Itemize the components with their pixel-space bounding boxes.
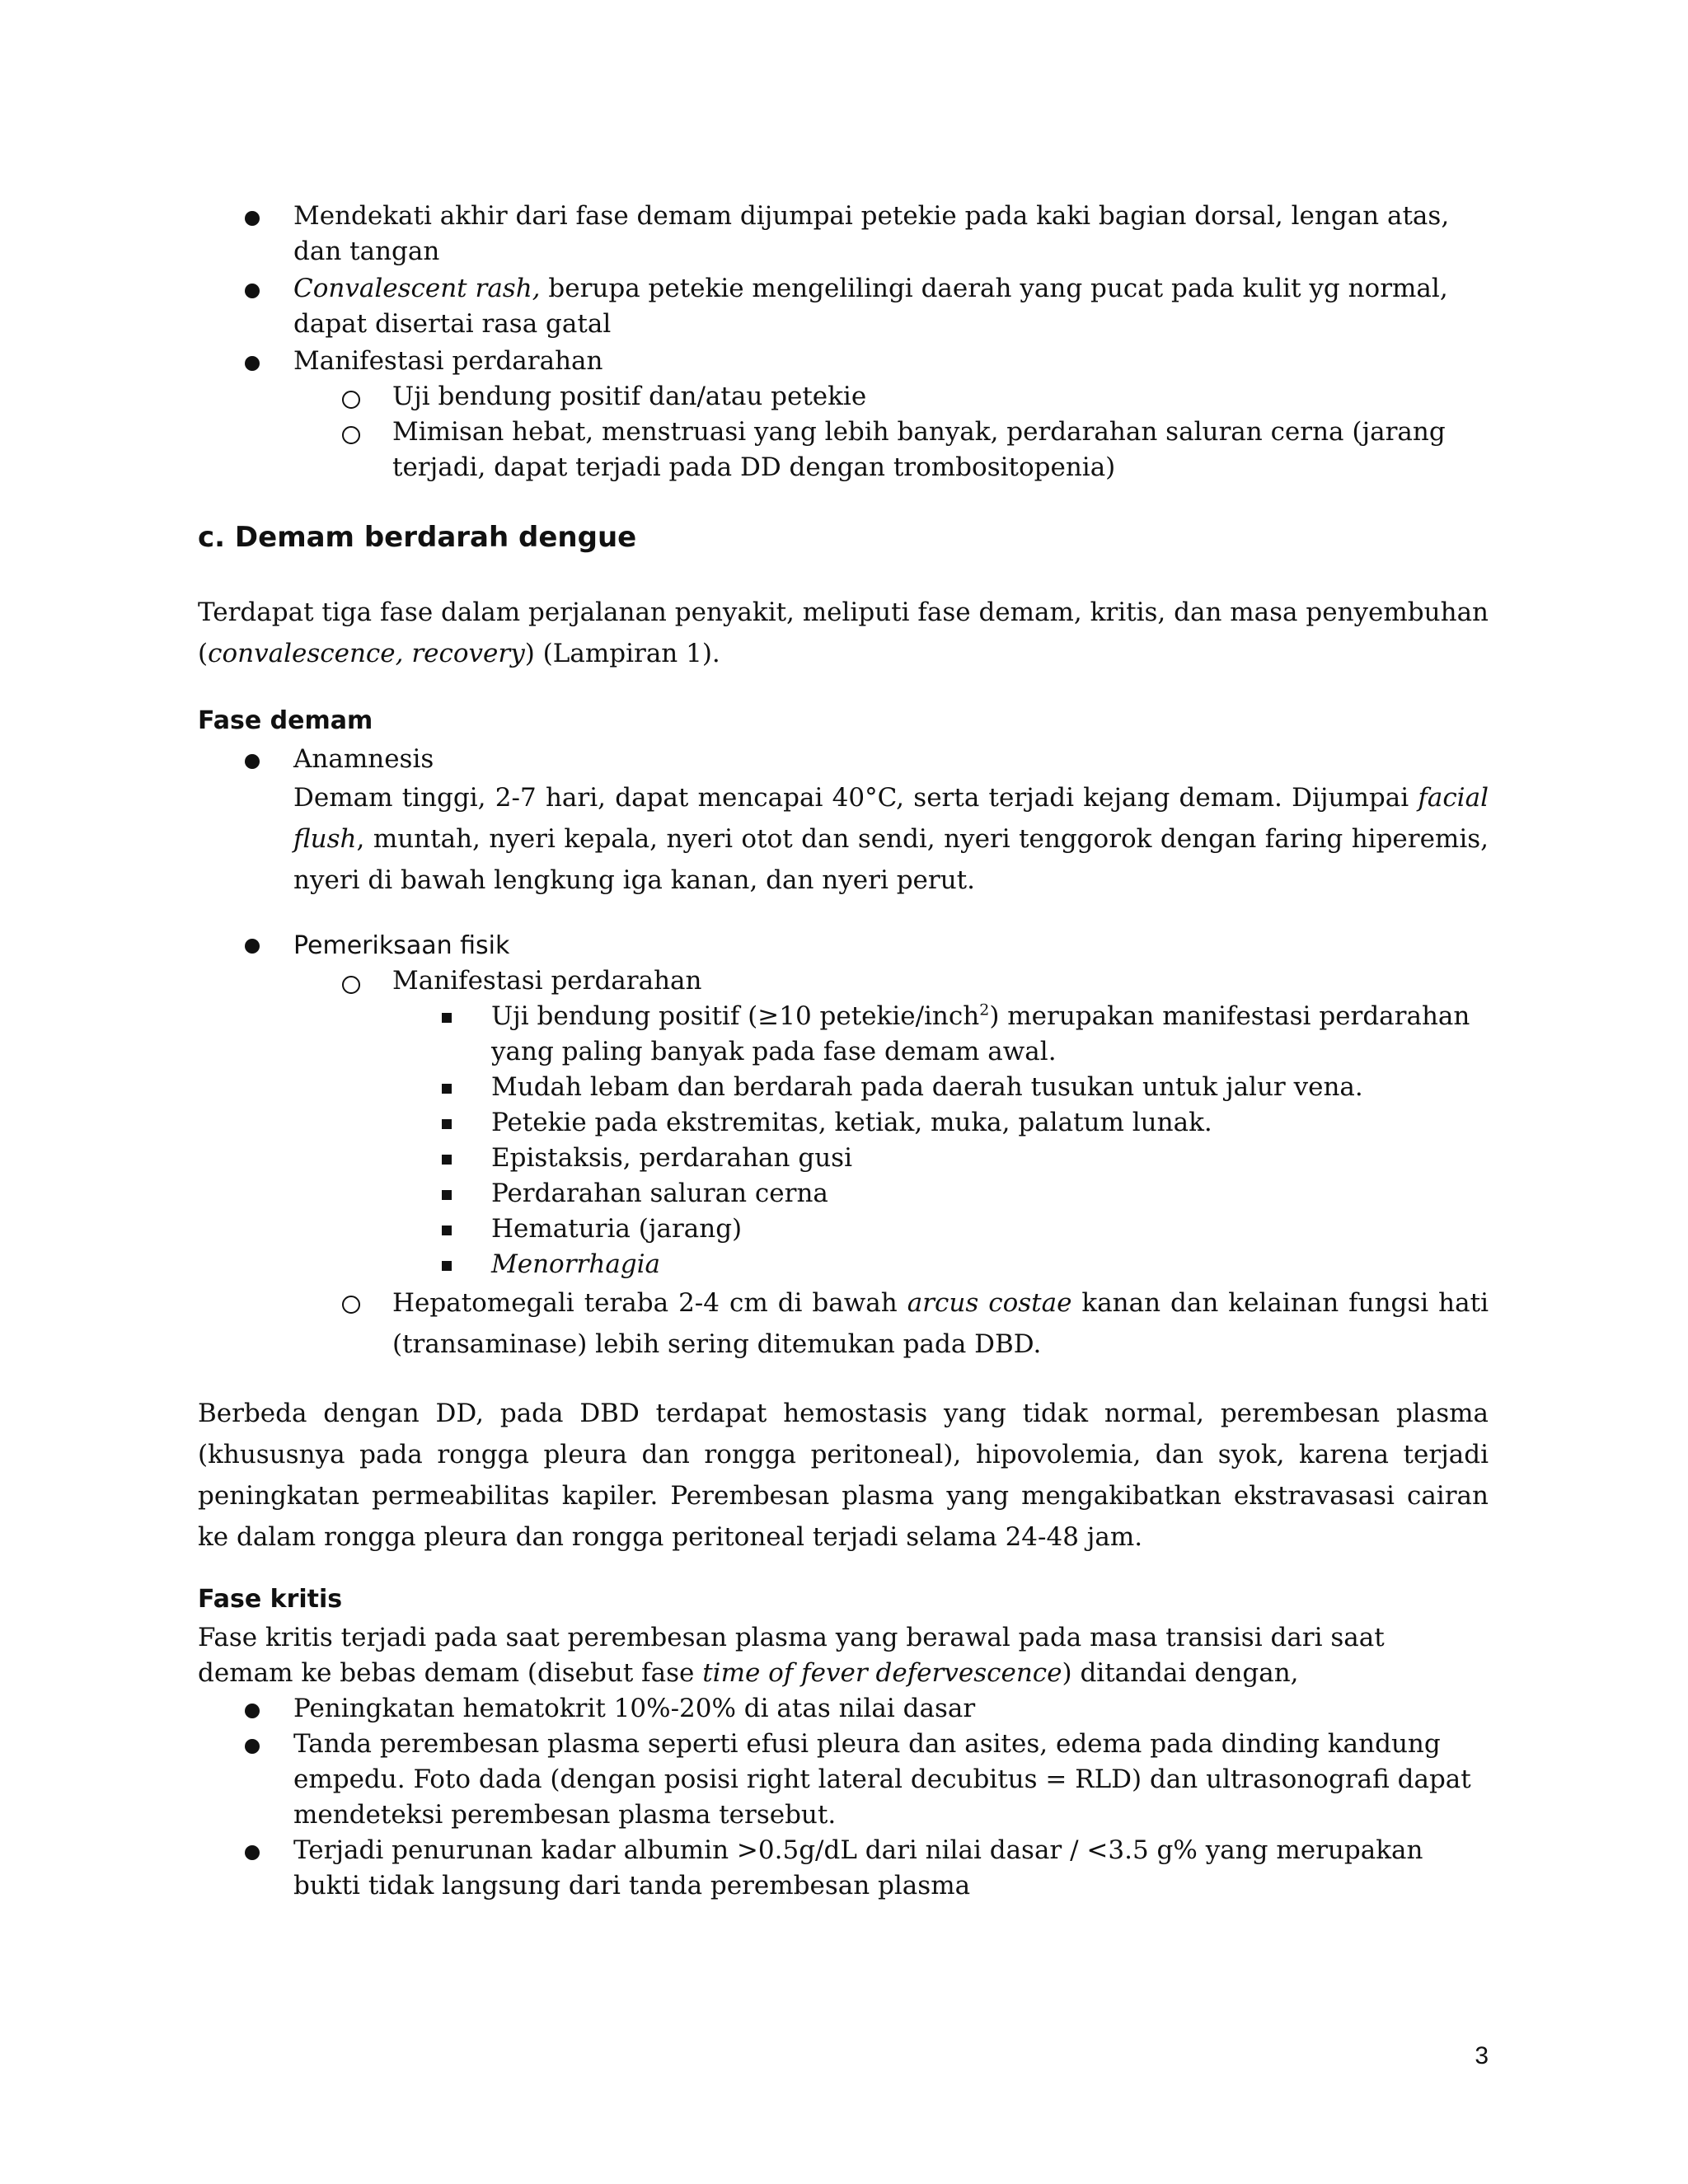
list-item: Manifestasi perdarahan xyxy=(293,346,603,376)
bullet-icon xyxy=(245,754,260,769)
square-bullet-icon xyxy=(442,1119,452,1129)
manifestasi-item: Uji bendung positif (≥10 petekie/inch$^2$) merupakan manifestasi perdarahan yang paling banyak pada fase demam awal. xyxy=(491,1001,1470,1066)
sub-list-item: Manifestasi perdarahan xyxy=(392,966,702,996)
manifestasi-item: Epistaksis, perdarahan gusi xyxy=(491,1143,852,1173)
bullet-icon xyxy=(245,1704,260,1718)
square-bullet-icon xyxy=(442,1226,452,1235)
bullet-icon xyxy=(245,211,260,226)
list-item: Mendekati akhir dari fase demam dijumpai petekie pada kaki bagian dorsal, lengan atas, dan tangan xyxy=(293,201,1450,266)
sub-bullet-icon xyxy=(342,976,360,994)
list-item: Convalescent rash, berupa petekie mengelilingi daerah yang pucat pada kulit yg normal, dapat disertai rasa gatal xyxy=(293,274,1448,339)
anamnesis-label: Anamnesis xyxy=(293,744,434,774)
bullet-icon xyxy=(245,1845,260,1860)
manifestasi-item: Perdarahan saluran cerna xyxy=(491,1179,828,1208)
list-item: Terjadi penurunan kadar albumin >0.5g/dL dari nilai dasar / <3.5 g% yang merupakan bukti tidak langsung dari tanda perembesan plasma xyxy=(293,1835,1423,1900)
sub-list-item: Mimisan hebat, menstruasi yang lebih banyak, perdarahan saluran cerna (jarang terjadi, dapat terjadi pada DD dengan trombositopenia) xyxy=(392,417,1446,482)
square-bullet-icon xyxy=(442,1190,452,1200)
section-heading: c. Demam berdarah dengue xyxy=(198,521,637,554)
bullet-icon xyxy=(245,284,260,298)
square-bullet-icon xyxy=(442,1013,452,1023)
subsection-heading: Fase kritis xyxy=(198,1585,343,1614)
list-item: Tanda perembesan plasma seperti efusi pleura dan asites, edema pada dinding kandung empedu. Foto dada (dengan posisi right lateral decubitus = RLD) dan ultrasonografi dapat mendeteksi perembesan plasma tersebut. xyxy=(293,1729,1471,1830)
page-number: 3 xyxy=(1475,2042,1489,2069)
manifestasi-item: Hematuria (jarang) xyxy=(491,1214,743,1244)
square-bullet-icon xyxy=(442,1261,452,1271)
bullet-icon xyxy=(245,356,260,371)
hepatomegali-item: Hepatomegali teraba 2-4 cm di bawah arcus costae kanan dan kelainan fungsi hati (transaminase) lebih sering ditemukan pada DBD. xyxy=(392,1288,1489,1359)
bullet-icon xyxy=(245,1739,260,1754)
list-item: Peningkatan hematokrit 10%-20% di atas nilai dasar xyxy=(293,1694,976,1723)
intro-paragraph: Terdapat tiga fase dalam perjalanan penyakit, meliputi fase demam, kritis, dan masa penyembuhan (convalescence, recovery) (Lampiran 1). xyxy=(198,598,1489,668)
anamnesis-paragraph: Demam tinggi, 2-7 hari, dapat mencapai 40°C, serta terjadi kejang demam. Dijumpai facial flush, muntah, nyeri kepala, nyeri otot dan sendi, nyeri tenggorok dengan faring hiperemis, nyeri di bawah lengkung iga kanan, dan nyeri perut. xyxy=(293,783,1489,895)
sub-list-item: Uji bendung positif dan/atau petekie xyxy=(392,382,867,411)
subsection-heading: Fase demam xyxy=(198,706,373,735)
sub-bullet-icon xyxy=(342,391,360,409)
fase-kritis-intro: Fase kritis terjadi pada saat perembesan plasma yang berawal pada masa transisi dari saat demam ke bebas demam (disebut fase time of fever defervescence) ditandai dengan, xyxy=(198,1623,1385,1688)
sub-bullet-icon xyxy=(342,426,360,444)
bullet-icon xyxy=(245,939,260,954)
sub-bullet-icon xyxy=(342,1296,360,1314)
body-paragraph: Berbeda dengan DD, pada DBD terdapat hemostasis yang tidak normal, perembesan plasma (khususnya pada rongga pleura dan rongga peritoneal), hipovolemia, dan syok, karena terjadi peningkatan permeabilitas kapiler. Perembesan plasma yang mengakibatkan ekstravasasi cairan ke dalam rongga pleura dan rongga peritoneal terjadi selama 24-48 jam. xyxy=(198,1399,1489,1552)
square-bullet-icon xyxy=(442,1155,452,1165)
manifestasi-item: Petekie pada ekstremitas, ketiak, muka, palatum lunak. xyxy=(491,1108,1212,1137)
manifestasi-item: Mudah lebam dan berdarah pada daerah tusukan untuk jalur vena. xyxy=(491,1072,1363,1102)
manifestasi-item: Menorrhagia xyxy=(491,1249,661,1279)
square-bullet-icon xyxy=(442,1084,452,1094)
pemeriksaan-fisik-label: Pemeriksaan fisik xyxy=(293,931,510,960)
